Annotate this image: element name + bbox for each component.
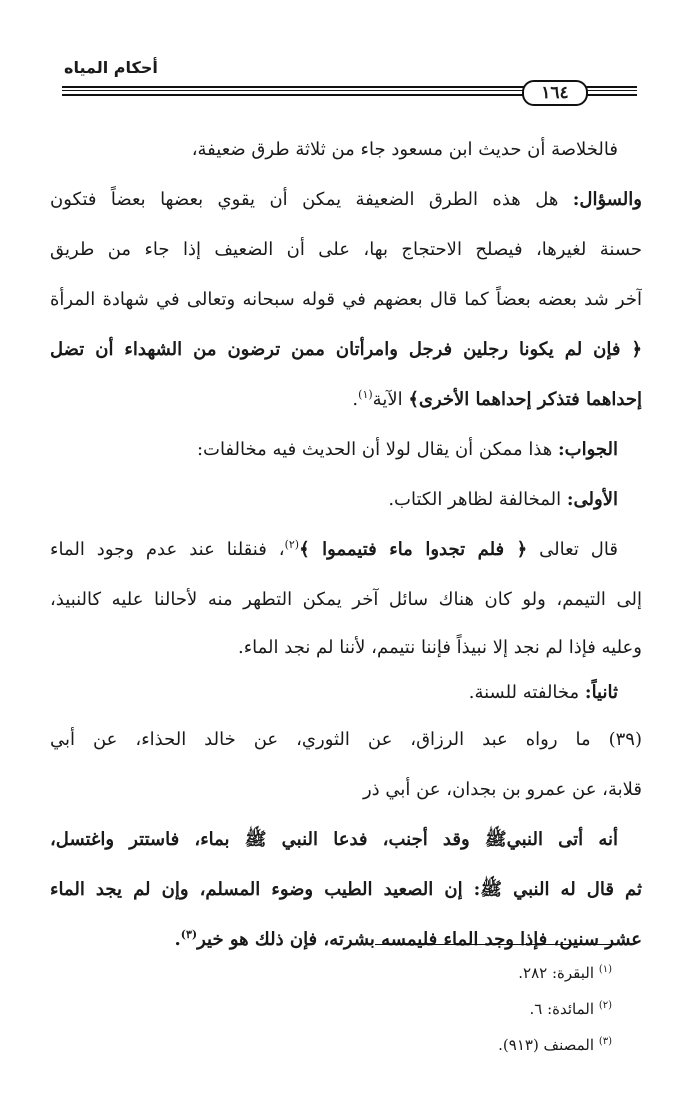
hadith-text: ثم قال له النبي ﷺ: إن الصعيد الطيب وضوء المسلم، وإن لم يجد الماء [50,879,642,900]
page-number: ١٦٤ [522,80,588,106]
footnote-ref: (٢) [284,538,300,551]
footnote-ref: (١) [358,388,373,401]
footnotes [50,955,642,1063]
footnote: $^{(٢)}$ المائدة: ٦. [529,1000,612,1018]
footnote: $^{(١)}$ البقرة: ٢٨٢. [518,964,612,982]
paragraph-line: فالخلاصة أن حديث ابن مسعود جاء من ثلاثة طرق ضعيفة، [191,139,618,160]
page-body [50,125,642,965]
quran-verse: إحداهما فتذكر إحداهما الأخرى﴾ الآية$^{(١)}$. [352,388,642,410]
question-label: والسؤال: [572,189,642,210]
quran-verse: ﴿ فإن لم يكونا رجلين فرجل وامرأتان ممن ترضون من الشهداء أن تضل [50,339,642,360]
paragraph-line: الجواب: هذا ممكن أن يقال لولا أن الحديث فيه مخالفات: [196,439,618,460]
paragraph-line: ثانياً: مخالفته للسنة. [468,682,618,703]
paragraph-line: الأولى: المخالفة لظاهر الكتاب. [388,489,618,510]
second-point-label: ثانياً: [584,682,618,703]
footnote: $^{(٣)}$ المصنف (٩١٣). [498,1036,612,1054]
paragraph-line: حسنة لغيرها، فيصلح الاحتجاج بها، على أن الضعيف إذا جاء من طريق [50,239,642,260]
first-point-label: الأولى: [566,489,618,510]
answer-label: الجواب: [558,439,618,460]
paragraph-line: وعليه فإذا لم نجد إلا نبيذاً فإننا نتيمم، لأننا لم نجد الماء. [237,637,642,658]
hadith-text: عشر سنين، فإذا وجد الماء فليمسه بشرته، فإن ذلك هو خير$^{(٣)}$. [174,928,642,950]
paragraph-line: والسؤال: هل هذه الطرق الضعيفة يمكن أن يقوي بعضها بعضاً فتكون [50,189,642,210]
hadith-chain: (٣٩) ما رواه عبد الرزاق، عن الثوري، عن خالد الحذاء، عن أبي [50,729,642,750]
paragraph-line: إلى التيمم، ولو كان هناك سائل آخر يمكن التطهر منه لأحالنا عليه كالنبيذ، [50,589,642,610]
hadith-chain: قلابة، عن عمرو بن بجدان، عن أبي ذر [362,779,642,800]
quran-verse: ﴿ فلم تجدوا ماء فتيمموا ﴾ [299,539,528,560]
footnote-separator [375,944,617,945]
running-title: أحكام المياه [64,58,158,77]
paragraph-line: قال تعالى ﴿ فلم تجدوا ماء فتيمموا ﴾$^{(٢)}$، فنقلنا عند عدم وجود الماء [50,538,618,560]
hadith-text: أنه أتى النبيﷺ وقد أجنب، فدعا النبي ﷺ بماء، فاستتر واغتسل، [50,829,618,850]
paragraph-line: آخر شد بعضه بعضاً كما قال بعضهم في قوله سبحانه وتعالى في شهادة المرأة [50,289,642,310]
footnote-ref: (٣) [180,928,198,941]
